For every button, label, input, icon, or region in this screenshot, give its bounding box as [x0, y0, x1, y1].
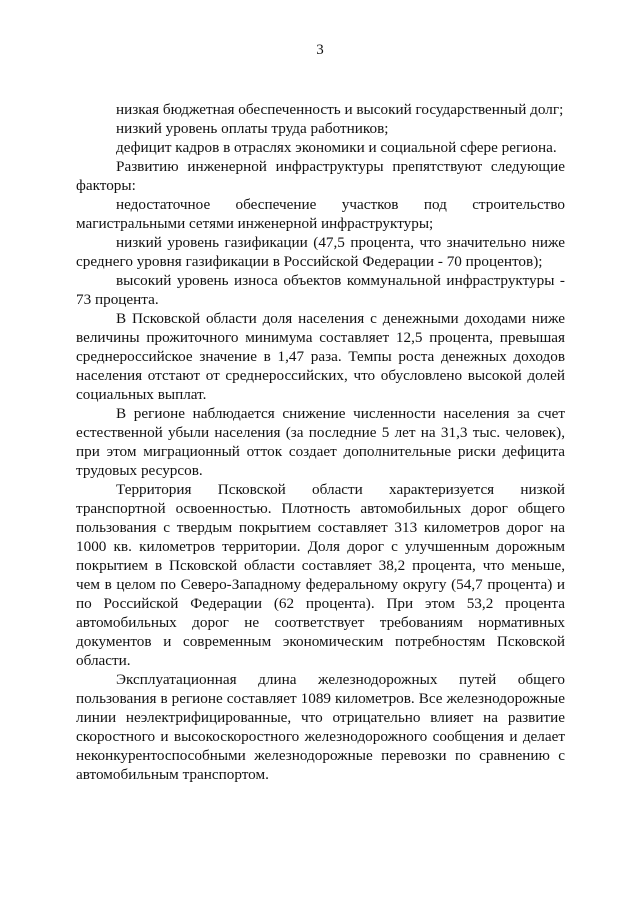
paragraph-infrastructure-factors: Развитию инженерной инфраструктуры препятствуют следующие факторы:: [76, 158, 565, 194]
paragraph-population: В регионе наблюдается снижение численности населения за счет естественной убыли населения (за последние 5 лет на 31,3 тыс. человек), при этом миграционный отток создает дополнительные риски дефицита трудовых ресурсов.: [76, 405, 565, 479]
paragraph-utility-wear: высокий уровень износа объектов коммунальной инфраструктуры - 73 процента.: [76, 272, 565, 308]
document-body: [76, 100, 565, 784]
paragraph-engineering-networks: недостаточное обеспечение участков под строительство магистральными сетями инженерной инфраструктуры;: [76, 196, 565, 232]
paragraph-gasification: низкий уровень газификации (47,5 процента, что значительно ниже среднего уровня газификации в Российской Федерации - 70 процентов);: [76, 234, 565, 270]
paragraph-budget: низкая бюджетная обеспеченность и высокий государственный долг;: [116, 101, 564, 118]
paragraph-wages: низкий уровень оплаты труда работников;: [116, 120, 389, 137]
page-number: 3: [316, 42, 324, 58]
paragraph-income: В Псковской области доля населения с денежными доходами ниже величины прожиточного минимума составляет 12,5 процента, превышая среднероссийское значение в 1,47 раза. Темпы роста денежных доходов населения отстают от среднероссийских, что обусловлено высокой долей социальных выплат.: [76, 310, 565, 403]
paragraph-roads: Территория Псковской области характеризуется низкой транспортной освоенностью. Плотность автомобильных дорог общего пользования с твердым покрытием составляет 313 километров дорог на 1000 кв. километров территории. Доля дорог с улучшенным дорожным покрытием в Псковской области составляет 38,2 процента, что меньше, чем в целом по Северо-Западному федеральному округу (54,7 процента) и по Российской Федерации (62 процента). При этом 53,2 процента автомобильных дорог не соответствует требованиям нормативных документов и современным экономическим потребностям Псковской области.: [76, 481, 565, 669]
paragraph-railways: Эксплуатационная длина железнодорожных путей общего пользования в регионе составляет 1089 километров. Все железнодорожные линии неэлектрифицированные, что отрицательно влияет на развитие скоростного и высокоскоростного железнодорожного сообщения и делает неконкурентоспособными железнодорожные перевозки по сравнению с автомобильным транспортом.: [76, 671, 565, 783]
paragraph-staff-deficit: дефицит кадров в отраслях экономики и социальной сфере региона.: [116, 139, 557, 156]
